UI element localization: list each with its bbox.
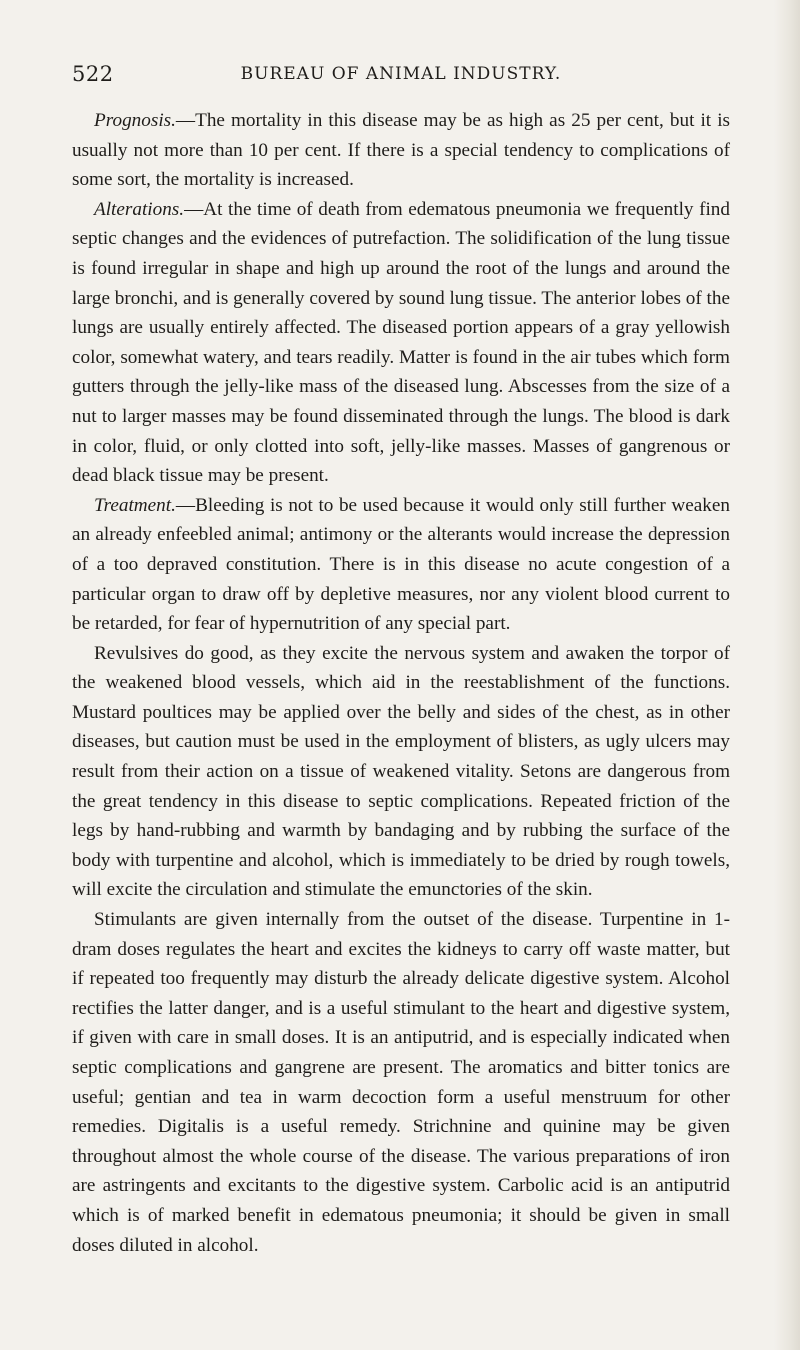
section-heading-treatment: Treatment.	[94, 494, 176, 516]
section-heading-alterations: Alterations.	[94, 198, 185, 220]
paragraph-revulsives	[72, 639, 730, 905]
paragraph-text: Stimulants are given internally from the outset of the disease. Turpentine in 1-dram doses regulates the heart and excites the kidneys to carry off waste matter, but if repeated too frequently may disturb the already delicate digestive system. Alcohol rectifies the latter danger, and is a useful stimulant to the heart and digestive system, if given with care in small doses. It is an antiputrid, and is especially indicated when septic complications and gangrene are present. The aromatics and bitter tonics are useful; gentian and tea in warm decoction form a useful menstruum for other remedies. Digitalis is a useful remedy. Strichnine and quinine may be given throughout almost the whole course of the disease. The various preparations of iron are astringents and excitants to the digestive system. Carbolic acid is an antiputrid which is of marked benefit in edematous pneumonia; it should be given in small doses diluted in alcohol.	[72, 909, 730, 1256]
page-header	[72, 56, 730, 92]
section-heading-prognosis: Prognosis.	[94, 110, 176, 131]
paragraph-treatment	[72, 491, 730, 639]
paragraph-text: —At the time of death from edematous pneumonia we frequently find septic changes and the evidences of putrefaction. The solidification of the lung tissue is found irregular in shape and high up around the root of the lungs and around the large bronchi, and is generally covered by sound lung tissue. The anterior lobes of the lungs are usually entirely affected. The diseased portion appears of a gray yellowish color, somewhat watery, and tears readily. Matter is found in the air tubes which form gutters through the jelly-like mass of the diseased lung. Abscesses from the size of a nut to larger masses may be found disseminated through the lungs. The blood is dark in color, fluid, or only clotted into soft, jelly-like masses. Masses of gangrenous or dead black tissue may be present.	[72, 198, 730, 487]
paragraph-alterations	[72, 195, 730, 491]
paragraph-text: Revulsives do good, as they excite the nervous system and awaken the torpor of the weakened blood vessels, which aid in the reestablishment of the functions. Mustard poultices may be applied over the belly and sides of the chest, as in other diseases, but caution must be used in the employment of blisters, as ugly ulcers may result from their action on a tissue of weakened vitality. Setons are dangerous from the great tendency in this disease to septic complications. Repeated friction of the legs by hand-rubbing and warmth by bandaging and by rubbing the surface of the body with turpentine and alcohol, which is immediately to be dried by rough towels, will excite the circulation and stimulate the emunctories of the skin.	[72, 642, 730, 901]
running-head: BUREAU OF ANIMAL INDUSTRY.	[240, 64, 562, 84]
page-number: 522	[72, 62, 114, 86]
paragraph-stimulants	[72, 905, 730, 1260]
paragraph-prognosis	[72, 106, 730, 195]
paragraph-text: —The mortality in this disease may be as high as 25 per cent, but it is usually not more than 10 per cent. If there is a special tendency to complications of some sort, the mortality is increased.	[72, 110, 730, 191]
paragraph-text: —Bleeding is not to be used because it would only still further weaken an already enfeebled animal; antimony or the alterants would increase the depression of a too depraved constitution. There is in this disease no acute congestion of a particular organ to draw off by depletive measures, nor any violent blood current to be retarded, for fear of hypernutrition of any special part.	[72, 494, 730, 635]
page-edge-shadow	[774, 0, 800, 1350]
body-text	[72, 106, 730, 1260]
